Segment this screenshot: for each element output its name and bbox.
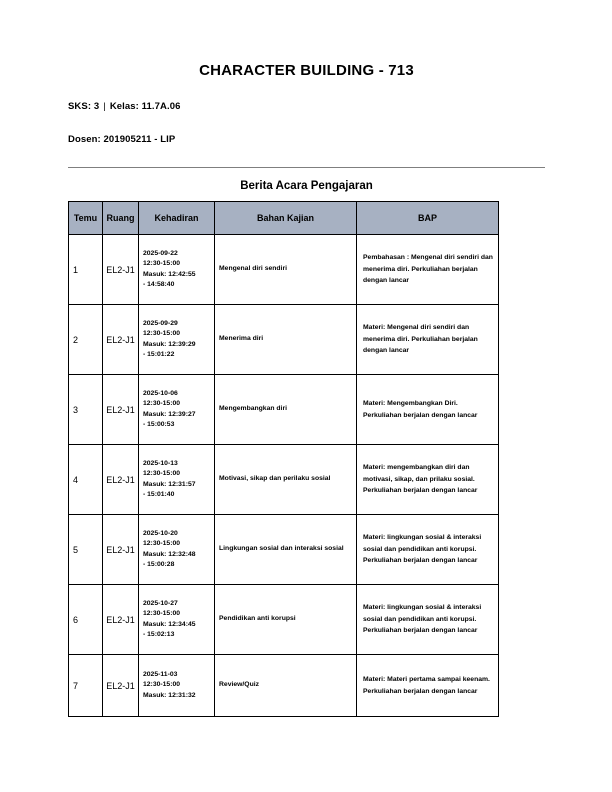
cell-bahan-kajian: Mengembangkan diri <box>215 375 357 445</box>
kehadiran-line: 12:30-15:00 <box>143 681 181 689</box>
cell-bap: Materi: mengembangkan diri dan motivasi, sikap, dan prilaku sosial. Perkuliahan berjalan dengan lancar <box>357 445 499 515</box>
kehadiran-line: 2025-10-20 <box>143 530 178 538</box>
header-kehadiran: Kehadiran <box>139 202 215 235</box>
table-row <box>69 235 499 305</box>
cell-kehadiran <box>139 655 215 717</box>
kehadiran-line: 12:30-15:00 <box>143 260 181 268</box>
cell-ruang: EL2-J1 <box>103 375 139 445</box>
cell-kehadiran <box>139 305 215 375</box>
cell-kehadiran <box>139 235 215 305</box>
kehadiran-line: 12:30-15:00 <box>143 330 181 338</box>
cell-temu: 4 <box>69 445 103 515</box>
table-row <box>69 655 499 717</box>
cell-bahan-kajian: Pendidikan anti korupsi <box>215 585 357 655</box>
kehadiran-line: - 15:01:22 <box>143 350 175 358</box>
kehadiran-line: 2025-09-22 <box>143 250 178 258</box>
meta-dosen <box>68 134 545 145</box>
kehadiran-line: Masuk: 12:34:45 <box>143 620 196 628</box>
kehadiran-line: 2025-10-06 <box>143 390 178 398</box>
kelas-value: : 11.7A.06 <box>135 101 181 112</box>
cell-bahan-kajian: Review/Quiz <box>215 655 357 717</box>
cell-kehadiran <box>139 445 215 515</box>
header-ruang: Ruang <box>103 202 139 235</box>
table-title: Berita Acara Pengajaran <box>240 180 373 192</box>
kehadiran-line: 2025-10-13 <box>143 460 178 468</box>
kehadiran-line: 12:30-15:00 <box>143 610 181 618</box>
kehadiran-line: 12:30-15:00 <box>143 400 181 408</box>
cell-ruang: EL2-J1 <box>103 305 139 375</box>
kehadiran-line: Masuk: 12:31:32 <box>143 691 196 699</box>
cell-bap: Materi: Mengembangkan Diri. Perkuliahan berjalan dengan lancar <box>357 375 499 445</box>
dosen-value: : 201905211 - LIP <box>97 134 176 145</box>
cell-bahan-kajian: Motivasi, sikap dan perilaku sosial <box>215 445 357 515</box>
document-content <box>68 62 545 717</box>
cell-ruang: EL2-J1 <box>103 655 139 717</box>
sks-label: SKS <box>68 101 88 112</box>
cell-ruang: EL2-J1 <box>103 515 139 585</box>
table-row <box>69 445 499 515</box>
cell-bap: Pembahasan : Mengenal diri sendiri dan menerima diri. Perkuliahan berjalan dengan lancar <box>357 235 499 305</box>
meta-separator: | <box>103 101 106 112</box>
cell-bahan-kajian: Lingkungan sosial dan interaksi sosial <box>215 515 357 585</box>
kehadiran-line: Masuk: 12:42:55 <box>143 270 196 278</box>
sks-value: : 3 <box>87 101 100 112</box>
kehadiran-line: 2025-10-27 <box>143 600 178 608</box>
table-row <box>69 585 499 655</box>
kelas-label: Kelas <box>109 101 136 112</box>
kehadiran-line: Masuk: 12:39:29 <box>143 340 196 348</box>
berita-acara-table <box>68 201 499 717</box>
table-header-row <box>69 202 499 235</box>
kehadiran-line: Masuk: 12:31:57 <box>143 480 196 488</box>
meta-sks-kelas <box>68 101 545 112</box>
kehadiran-line: 12:30-15:00 <box>143 540 181 548</box>
table-row <box>69 515 499 585</box>
table-row <box>69 375 499 445</box>
cell-ruang: EL2-J1 <box>103 585 139 655</box>
kehadiran-line: - 14:58:40 <box>143 280 175 288</box>
table-row <box>69 305 499 375</box>
cell-temu: 1 <box>69 235 103 305</box>
cell-kehadiran <box>139 515 215 585</box>
cell-bahan-kajian: Menerima diri <box>215 305 357 375</box>
cell-ruang: EL2-J1 <box>103 235 139 305</box>
cell-temu: 3 <box>69 375 103 445</box>
cell-bap: Materi: lingkungan sosial & interaksi sosial dan pendidikan anti korupsi. Perkuliahan berjalan dengan lancar <box>357 515 499 585</box>
cell-ruang: EL2-J1 <box>103 445 139 515</box>
cell-bap: Materi: Materi pertama sampai keenam. Perkuliahan berjalan dengan lancar <box>357 655 499 717</box>
cell-temu: 2 <box>69 305 103 375</box>
header-bap: BAP <box>357 202 499 235</box>
course-title: CHARACTER BUILDING - 713 <box>199 62 414 79</box>
kehadiran-line: 2025-11-03 <box>143 671 178 679</box>
header-bahan-kajian: Bahan Kajian <box>215 202 357 235</box>
cell-kehadiran <box>139 375 215 445</box>
cell-bap: Materi: lingkungan sosial & interaksi sosial dan pendidikan anti korupsi. Perkuliahan berjalan dengan lancar <box>357 585 499 655</box>
cell-temu: 5 <box>69 515 103 585</box>
kehadiran-line: - 15:00:28 <box>143 560 175 568</box>
kehadiran-line: - 15:01:40 <box>143 490 175 498</box>
table-header <box>69 202 499 235</box>
cell-bap: Materi: Mengenal diri sendiri dan menerima diri. Perkuliahan berjalan dengan lancar <box>357 305 499 375</box>
kehadiran-line: Masuk: 12:39:27 <box>143 410 196 418</box>
cell-bahan-kajian: Mengenal diri sendiri <box>215 235 357 305</box>
dosen-label: Dosen <box>68 134 98 145</box>
table-body <box>69 235 499 717</box>
horizontal-divider <box>68 167 545 168</box>
cell-temu: 6 <box>69 585 103 655</box>
kehadiran-line: 2025-09-29 <box>143 320 178 328</box>
kehadiran-line: - 15:00:53 <box>143 420 175 428</box>
cell-temu: 7 <box>69 655 103 717</box>
kehadiran-line: Masuk: 12:32:48 <box>143 550 196 558</box>
kehadiran-line: 12:30-15:00 <box>143 470 181 478</box>
header-temu: Temu <box>69 202 103 235</box>
kehadiran-line: - 15:02:13 <box>143 630 175 638</box>
cell-kehadiran <box>139 585 215 655</box>
